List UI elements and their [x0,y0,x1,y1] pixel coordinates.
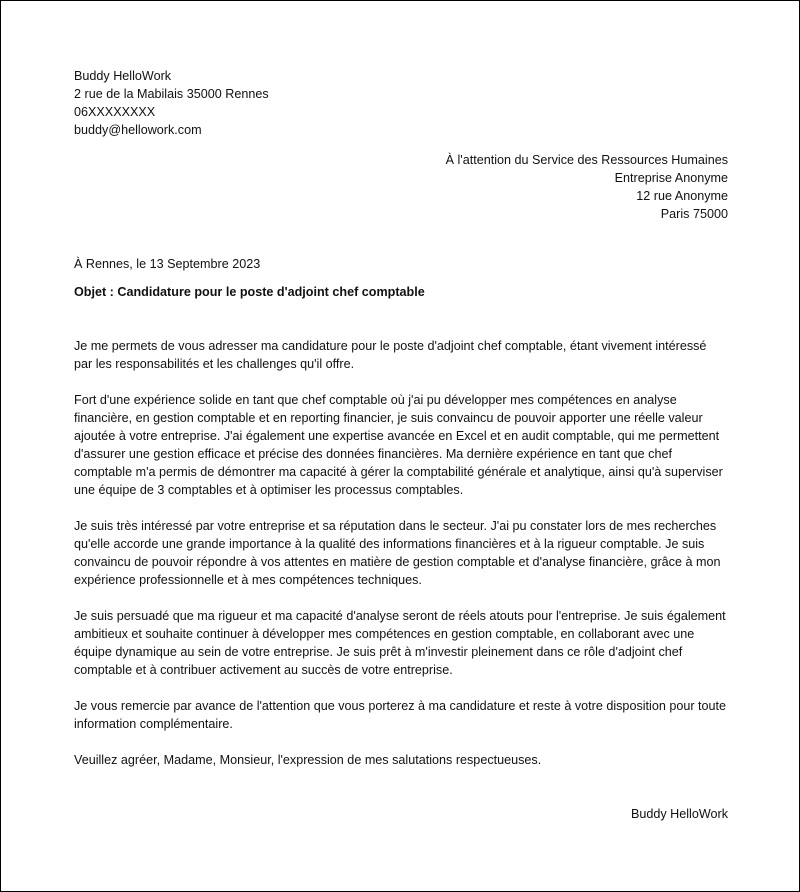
recipient-company: Entreprise Anonyme [614,171,728,185]
sender-block [74,67,728,139]
letter-body [74,337,728,769]
date-line: À Rennes, le 13 Septembre 2023 [74,257,261,271]
signature: Buddy HelloWork [630,807,728,821]
paragraph-company-interest: Je suis très intéressé par votre entreprise et sa réputation dans le secteur. J'ai pu constater lors de mes recherches qu'elle accorde une grande importance à la qualité des informations financières et à la rigueur comptable. Je suis convaincu de pouvoir répondre à vos attentes en matière de gestion comptable et d'analyse financière, grâce à mon expérience professionnelle et à mes compétences techniques. [74,519,721,587]
sender-address: 2 rue de la Mabilais 35000 Rennes [74,87,269,101]
sender-name: Buddy HelloWork [74,69,172,83]
subject-line: Objet : Candidature pour le poste d'adjoint chef comptable [74,285,425,299]
paragraph-closing: Veuillez agréer, Madame, Monsieur, l'expression de mes salutations respectueuses. [74,753,542,767]
paragraph-qualities: Je suis persuadé que ma rigueur et ma capacité d'analyse seront de réels atouts pour l'entreprise. Je suis également ambitieux et souhaite continuer à développer mes compétences en gestion comptable, en collaborant avec une équipe dynamique au sein de votre entreprise. Je suis prêt à m'investir pleinement dans ce rôle d'adjoint chef comptable et à contribuer activement au succès de votre entreprise. [74,609,726,677]
paragraph-experience: Fort d'une expérience solide en tant que chef comptable où j'ai pu développer mes compétences en analyse financière, en gestion comptable et en reporting financier, je suis convaincu de pouvoir apporter une réelle valeur ajoutée à votre entreprise. J'ai également une expertise avancée en Excel et en audit comptable, qui me permettent d'assurer une gestion efficace et précise des données financières. Ma dernière expérience en tant que chef comptable m'a permis de démontrer ma capacité à gérer la comptabilité générale et analytique, ainsi qu'à superviser une équipe de 3 comptables et à optimiser les processus comptables. [74,393,723,497]
sender-phone: 06XXXXXXXX [74,105,156,119]
recipient-city: Paris 75000 [660,207,728,221]
recipient-block [74,151,728,223]
paragraph-intro: Je me permets de vous adresser ma candidature pour le poste d'adjoint chef comptable, étant vivement intéressé par les responsabilités et les challenges qu'il offre. [74,339,707,371]
paragraph-thanks: Je vous remercie par avance de l'attention que vous porterez à ma candidature et reste à votre disposition pour toute information complémentaire. [74,699,727,731]
recipient-street: 12 rue Anonyme [636,189,728,203]
recipient-attention: À l'attention du Service des Ressources Humaines [445,153,728,167]
cover-letter [74,67,728,823]
sender-email: buddy@hellowork.com [74,123,202,137]
